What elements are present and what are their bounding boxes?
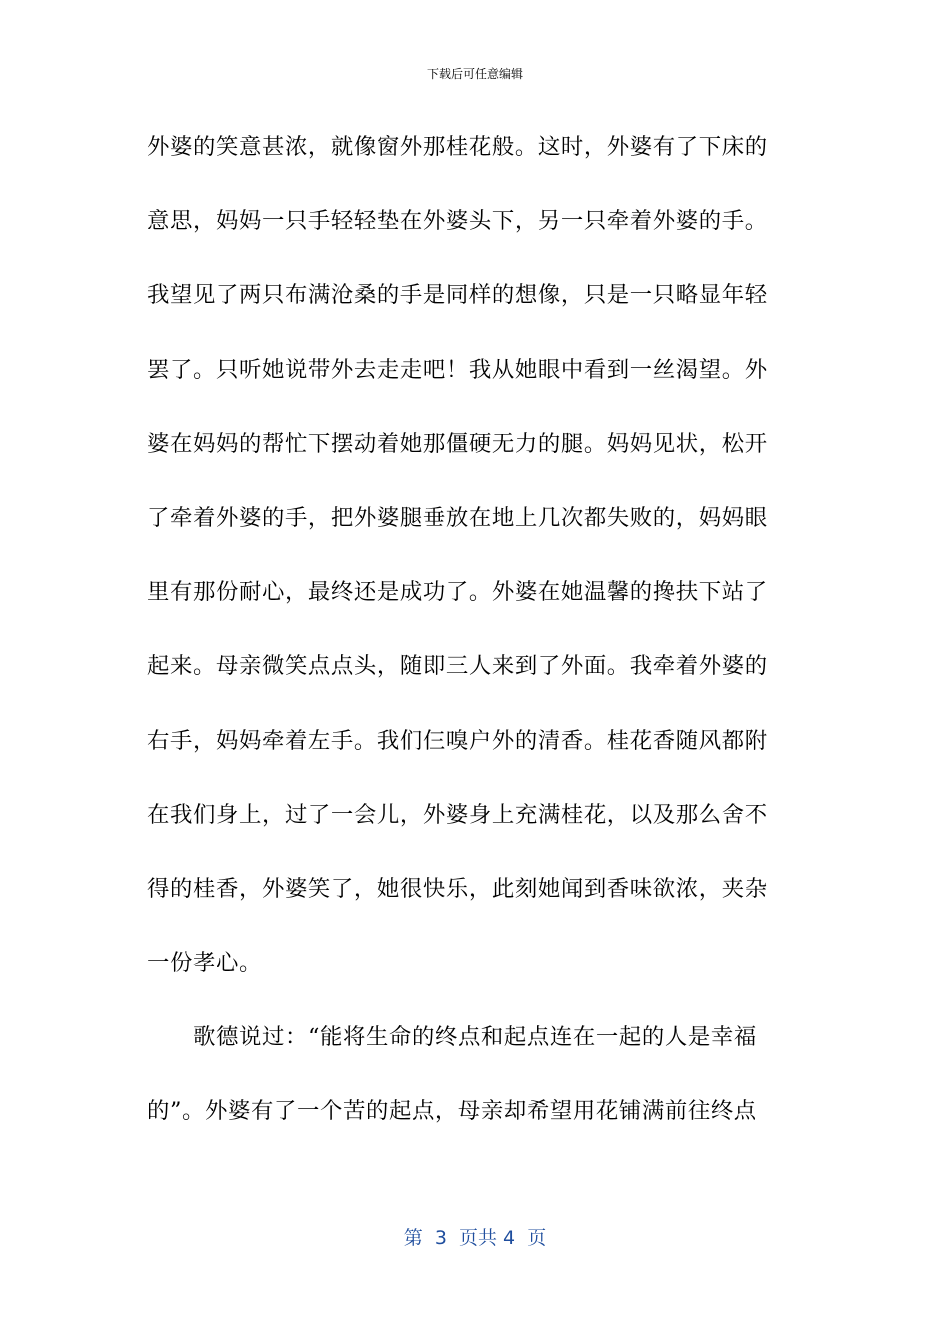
text-line-11: 得的桂香，外婆笑了，她很快乐，此刻她闻到香味欲浓，夹杂	[147, 875, 768, 902]
text-line-9: 右手，妈妈牵着左手。我们仨嗅户外的清香。桂花香随风都附	[147, 727, 768, 754]
page-header-note: 下载后可任意编辑	[426, 67, 523, 81]
text-line-5: 婆在妈妈的帮忙下摆动着她那僵硬无力的腿。妈妈见状，松开	[147, 430, 768, 457]
text-line-14: 的”。外婆有了一个苦的起点，母亲却希望用花铺满前往终点	[147, 1098, 757, 1125]
text-line-7: 里有那份耐心，最终还是成功了。外婆在她温馨的搀扶下站了	[147, 579, 768, 606]
page-number-footer: 第 3 页共 4 页	[403, 1227, 547, 1249]
text-line-4: 罢了。只听她说带外去走走吧！我从她眼中看到一丝渴望。外	[147, 356, 768, 383]
text-line-12: 一份孝心。	[147, 950, 262, 977]
text-line-8: 起来。母亲微笑点点头，随即三人来到了外面。我牵着外婆的	[147, 653, 768, 680]
text-line-2: 意思，妈妈一只手轻轻垫在外婆头下，另一只牵着外婆的手。	[147, 208, 768, 235]
text-line-1: 外婆的笑意甚浓，就像窗外那桂花般。这时，外婆有了下床的	[147, 134, 768, 160]
document-body	[147, 126, 817, 1165]
text-line-6: 了牵着外婆的手，把外婆腿垂放在地上几次都失败的，妈妈眼	[147, 504, 768, 531]
text-line-3: 我望见了两只布满沧桑的手是同样的想像，只是一只略显年轻	[147, 282, 768, 309]
text-line-13: 歌德说过：“能将生命的终点和起点连在一起的人是幸福	[193, 1024, 757, 1051]
text-line-10: 在我们身上，过了一会儿，外婆身上充满桂花，以及那么舍不	[147, 801, 768, 828]
